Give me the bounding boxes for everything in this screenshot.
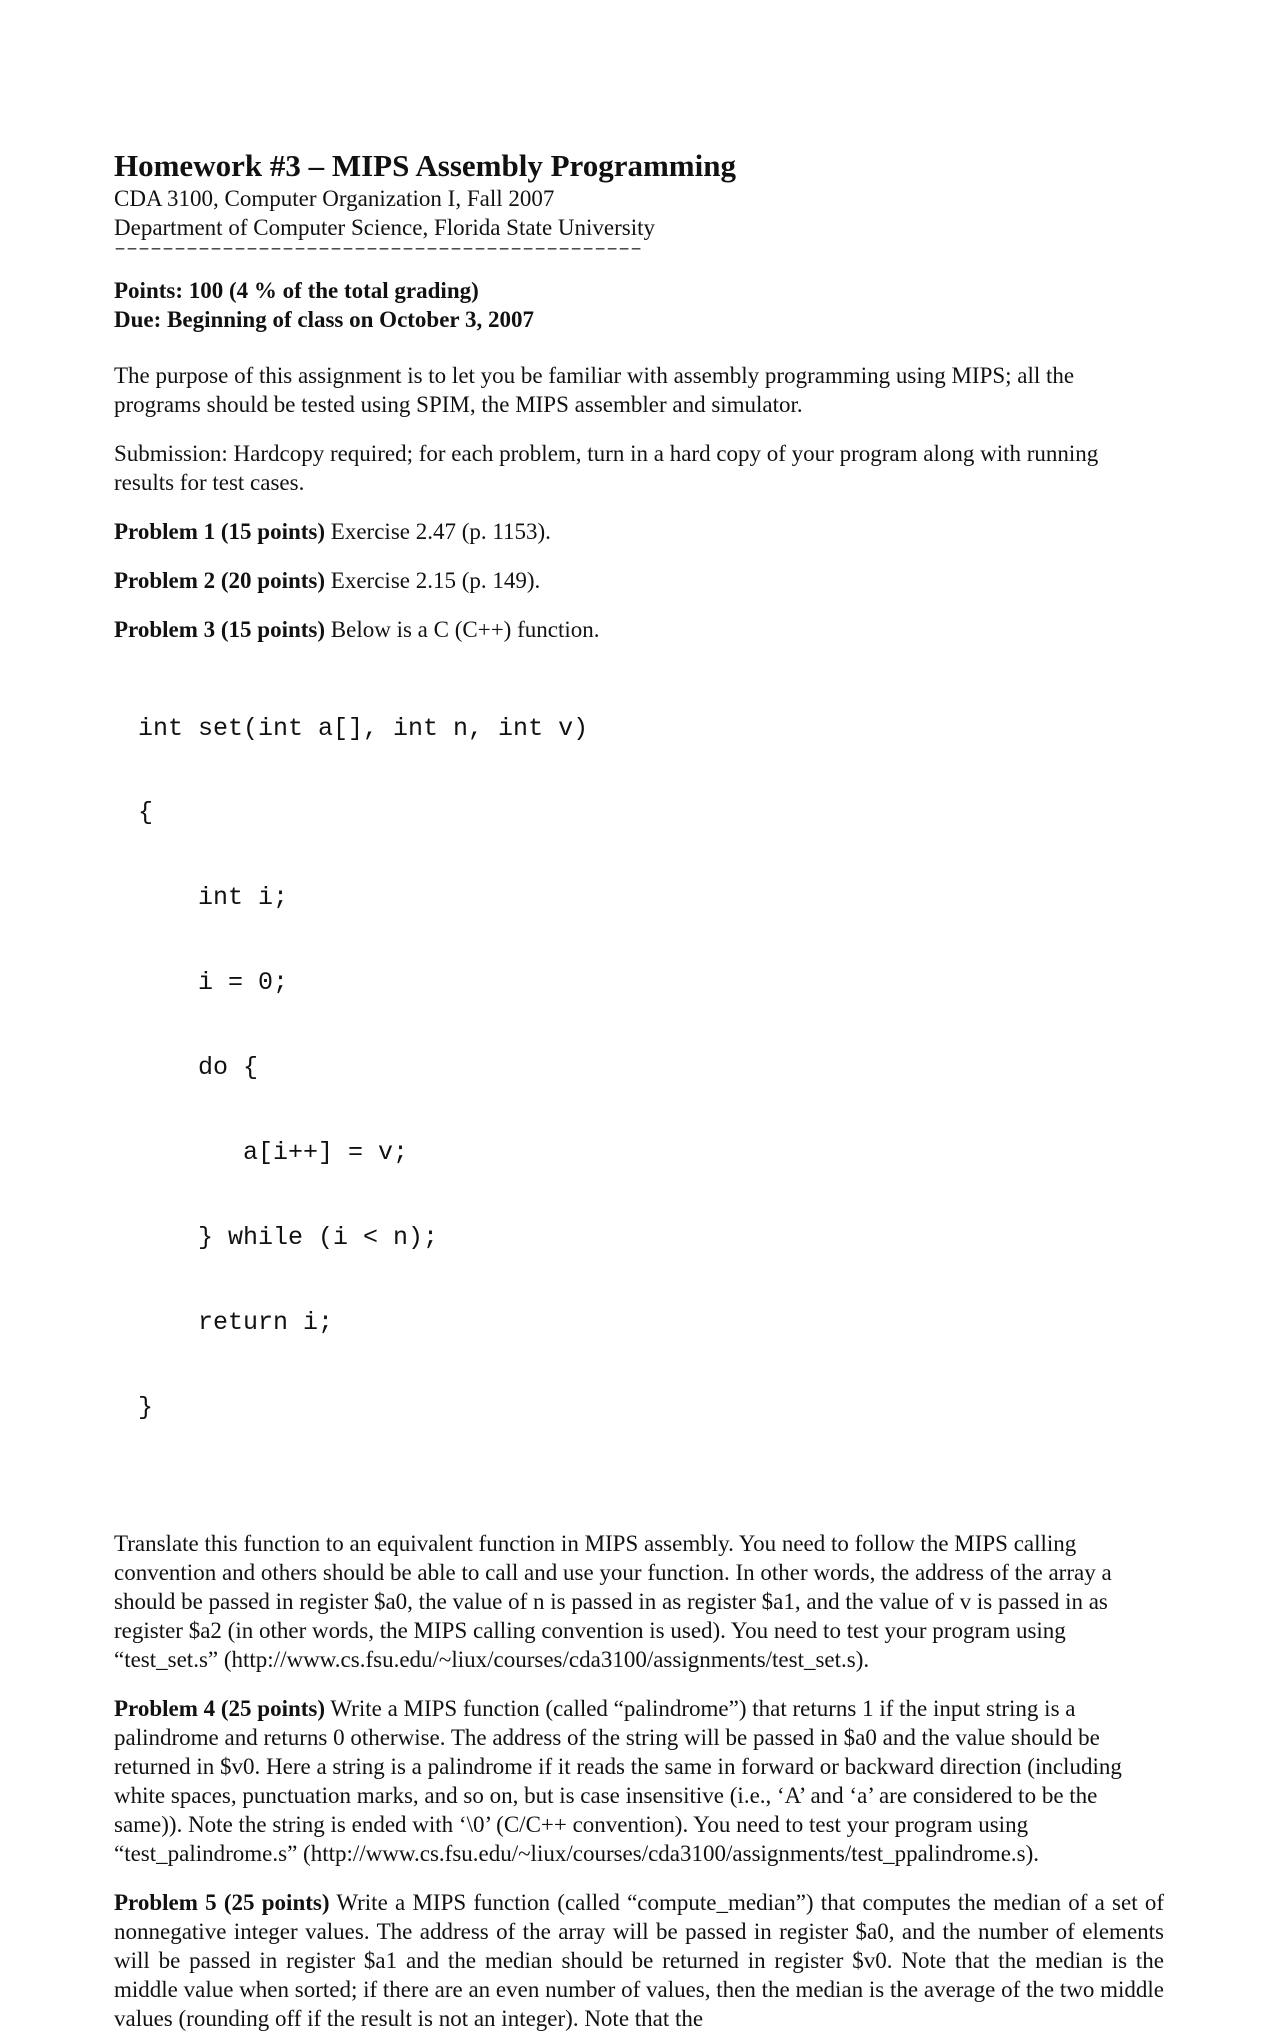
points-line: Points: 100 (4 % of the total grading) bbox=[114, 278, 479, 303]
code-line: } while (i < n); bbox=[138, 1222, 439, 1252]
code-line: } bbox=[138, 1392, 154, 1422]
document-page bbox=[114, 148, 1164, 2033]
code-line: return i; bbox=[138, 1307, 334, 1337]
problem-5-label: Problem 5 (25 points) bbox=[114, 1889, 330, 1915]
problem-3-label: Problem 3 (15 points) bbox=[114, 617, 326, 642]
code-line: int set(int a[], int n, int v) bbox=[138, 713, 589, 743]
code-block bbox=[138, 658, 1164, 1479]
problem-4-text: Write a MIPS function (called “palindrome”) that returns 1 if the input string is a palindrome and returns 0 otherwise. The address of the string will be passed in $a0 and the value should be returned in $v0. Here a string is a palindrome if it reads the same in forward or backward direction (including white spaces, punctuation marks, and so on, but is case insensitive (i.e., ‘A’ and ‘a’ are considered to be the same)). Note the string is ended with ‘\0’ (C/C++ convention). You need to test your program using “test_palindrome.s” (http://www.cs.fsu.edu/~liux/courses/cda3100/assignments/test_ppalindrome.s). bbox=[114, 1695, 1122, 1866]
code-line: do { bbox=[138, 1053, 259, 1083]
course-line: CDA 3100, Computer Organization I, Fall 2007 bbox=[114, 186, 555, 211]
problem-2-text: Exercise 2.15 (p. 149). bbox=[325, 568, 541, 593]
code-line: { bbox=[138, 798, 154, 828]
code-line: i = 0; bbox=[138, 968, 289, 998]
due-line: Due: Beginning of class on October 3, 2007 bbox=[114, 307, 534, 332]
problem-2-label: Problem 2 (20 points) bbox=[114, 568, 326, 593]
dashed-rule: –––––––––––––––––––––––––––––––––––––––––––– bbox=[114, 244, 643, 258]
problem-3-text: Below is a C (C++) function. bbox=[325, 617, 600, 642]
code-line: a[i++] = v; bbox=[138, 1138, 409, 1168]
problem-5-text: Write a MIPS function (called “compute_median”) that computes the median of a set of nonnegative integer values. The address of the array will be passed in register $a0, and the number of elements will be passed in register $a1 and the median should be returned in register $v0. Note that the median is the middle value when sorted; if there are an even number of values, then the median is the average of the two middle values (rounding off if the result is not an integer). Note that the bbox=[114, 1889, 1164, 2031]
problem-3 bbox=[114, 615, 1164, 644]
page-title: Homework #3 – MIPS Assembly Programming bbox=[114, 148, 736, 183]
problem-1 bbox=[114, 517, 1164, 546]
problem-1-text: Exercise 2.47 (p. 1153). bbox=[325, 519, 551, 544]
problem-4 bbox=[114, 1694, 1164, 1868]
department-line: Department of Computer Science, Florida State University bbox=[114, 215, 656, 240]
problem-1-label: Problem 1 (15 points) bbox=[114, 519, 326, 544]
submission-paragraph: Submission: Hardcopy required; for each problem, turn in a hard copy of your program along with running results for test cases. bbox=[114, 441, 1099, 495]
code-line: int i; bbox=[138, 883, 289, 913]
translate-paragraph: Translate this function to an equivalent function in MIPS assembly. You need to follow the MIPS calling convention and others should be able to call and use your function. In other words, the address of the array a should be passed in register $a0, the value of n is passed in as register $a1, and the value of v is passed in as register $a2 (in other words, the MIPS calling convention is used). You need to test your program using “test_set.s” (http://www.cs.fsu.edu/~liux/courses/cda3100/assignments/test_set.s). bbox=[114, 1530, 1112, 1672]
purpose-paragraph: The purpose of this assignment is to let you be familiar with assembly programming using MIPS; all the programs should be tested using SPIM, the MIPS assembler and simulator. bbox=[114, 363, 1075, 417]
problem-5 bbox=[114, 1888, 1164, 2033]
problem-4-label: Problem 4 (25 points) bbox=[114, 1695, 326, 1721]
problem-2 bbox=[114, 566, 1164, 595]
